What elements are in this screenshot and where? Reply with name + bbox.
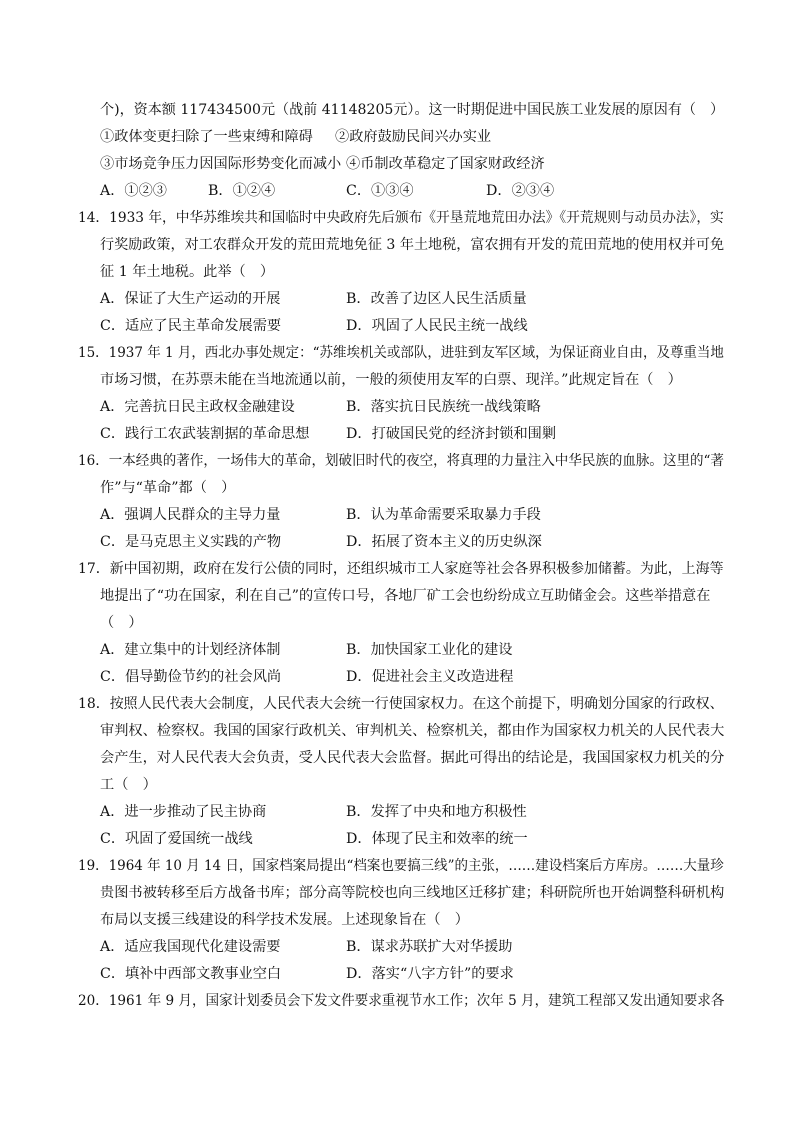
q13-option-c[interactable]: C．①③④ [346,183,414,199]
q14-stem-line-2: 行奖励政策，对工农群众开发的荒田荒地免征 3 年土地税，富农拥有开发的荒田荒地的使用权并可免 [100,237,725,253]
q19-stem-line-1: 19．1964 年 10 月 14 日，国家档案局提出“档案也要搞三线”的主张，……建设档案后方库房。……大量珍 [78,858,724,874]
q16-option-b[interactable]: B．认为革命需要采取暴力手段 [346,507,541,523]
q17-option-d[interactable]: D．促进社会主义改造进程 [346,669,514,685]
q18-stem-line-4: 工（ ） [100,777,157,793]
q13-option-b[interactable]: B．①②④ [208,183,276,199]
q17-option-c[interactable]: C．倡导勤俭节约的社会风尚 [100,669,282,685]
q13-item-4: ④币制改革稳定了国家财政经济 [346,156,545,172]
q15-option-c[interactable]: C．践行工农武装割据的革命思想 [100,426,310,442]
q19-option-b[interactable]: B．谋求苏联扩大对华援助 [346,939,513,955]
q14-stem-line-1: 14．1933 年，中华苏维埃共和国临时中央政府先后颁布《开垦荒地荒田办法》《开荒规则与动员办法》，实 [78,210,724,226]
q15-option-a[interactable]: A．完善抗日民主政权金融建设 [100,399,295,415]
q16-option-d[interactable]: D．拓展了资本主义的历史纵深 [346,534,542,550]
q19-option-a[interactable]: A．适应我国现代化建设需要 [100,939,281,955]
q13-item-1: ①政体变更扫除了一些束缚和障碍 [100,129,313,145]
q19-option-c[interactable]: C．填补中西部文教事业空白 [100,966,282,982]
q20-stem-line-1: 20．1961 年 9 月，国家计划委员会下发文件要求重视节水工作；次年 5 月，建筑工程部又发出通知要求各 [78,993,725,1009]
q14-option-b[interactable]: B．改善了边区人民生活质量 [346,291,527,307]
q17-option-a[interactable]: A．建立集中的计划经济体制 [100,642,281,658]
q15-option-b[interactable]: B．落实抗日民族统一战线策略 [346,399,541,415]
q17-option-b[interactable]: B．加快国家工业化的建设 [346,642,513,658]
q17-stem-line-2: 地提出了“功在国家，利在自己”的宣传口号，各地厂矿工会也纷纷成立互助储金会。这些举措意在 [100,588,711,604]
q18-option-a[interactable]: A．进一步推动了民主协商 [100,804,267,820]
q14-option-c[interactable]: C．适应了民主革命发展需要 [100,318,282,334]
q16-stem-line-2: 作”与“革命”都（ ） [100,480,236,496]
q13-option-d[interactable]: D．②③④ [486,183,555,199]
q15-stem-line-2: 市场习惯，在苏票未能在当地流通以前，一般的须使用友军的白票、现洋。”此规定旨在（ ） [100,372,682,388]
q13-item-2: ②政府鼓励民间兴办实业 [335,129,492,145]
q14-stem-line-3: 征 1 年土地税。此举（ ） [100,264,275,280]
q18-stem-line-3: 会产生，对人民代表大会负责，受人民代表大会监督。据此可得出的结论是，我国国家权力机关的分 [100,750,725,766]
q13-item-3: ③市场竞争压力因国际形势变化而减小 [100,156,342,172]
q19-option-d[interactable]: D．落实“八字方针”的要求 [346,966,514,982]
q17-stem-line-3: （ ） [100,615,143,631]
q13-continuation-line: 个)，资本额 117434500元（战前 41148205元）。这一时期促进中国民族工业发展的原因有（ ） [100,102,725,118]
q19-stem-line-3: 布局以支援三线建设的科学技术发展。上述现象旨在（ ） [100,912,469,928]
q16-option-c[interactable]: C．是马克思主义实践的产物 [100,534,282,550]
q19-stem-line-2: 贵图书被转移至后方战备书库；部分高等院校也向三线地区迁移扩建；科研院所也开始调整科研机构 [100,885,725,901]
q18-option-c[interactable]: C．巩固了爱国统一战线 [100,831,253,847]
q18-option-d[interactable]: D．体现了民主和效率的统一 [346,831,528,847]
q15-option-d[interactable]: D．打破国民党的经济封锁和围剿 [346,426,557,442]
q18-stem-line-1: 18．按照人民代表大会制度，人民代表大会统一行使国家权力。在这个前提下，明确划分国家的行政权、 [78,696,724,712]
q14-option-d[interactable]: D．巩固了人民民主统一战线 [346,318,528,334]
q18-stem-line-2: 审判权、检察权。我国的国家行政机关、审判机关、检察机关，都由作为国家权力机关的人民代表大 [100,723,725,739]
q16-option-a[interactable]: A．强调人民群众的主导力量 [100,507,281,523]
q15-stem-line-1: 15．1937 年 1 月，西北办事处规定：“苏维埃机关或部队，进驻到友军区域，为保证商业自由，及尊重当地 [78,345,724,361]
q13-option-a[interactable]: A．①②③ [100,183,167,199]
q14-option-a[interactable]: A．保证了大生产运动的开展 [100,291,281,307]
q18-option-b[interactable]: B．发挥了中央和地方积极性 [346,804,527,820]
q17-stem-line-1: 17．新中国初期，政府在发行公债的同时，还组织城市工人家庭等社会各界积极参加储蓄。为此，上海等 [78,561,724,577]
q16-stem-line-1: 16．一本经典的著作，一场伟大的革命，划破旧时代的夜空，将真理的力量注入中华民族的血脉。这里的“著 [78,453,724,469]
